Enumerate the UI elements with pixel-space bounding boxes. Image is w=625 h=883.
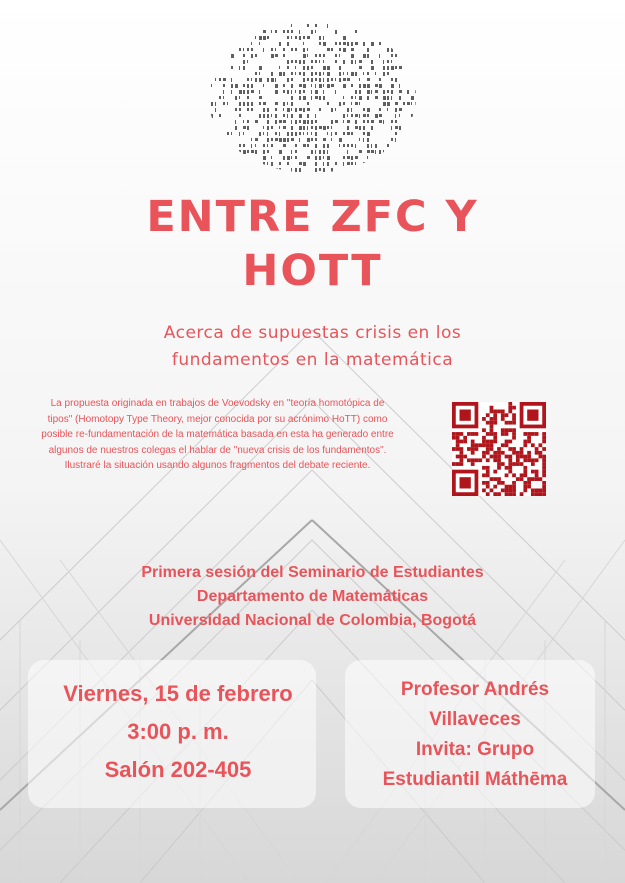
title-line-1: ENTRE ZFC Y xyxy=(146,192,479,242)
poster-subtitle xyxy=(100,320,525,374)
text-sphere-logo xyxy=(205,20,420,175)
session-name: Primera sesión del Seminario de Estudiantes xyxy=(141,564,484,581)
event-room: Salón 202-405 xyxy=(104,757,252,782)
speaker-info xyxy=(345,675,605,795)
speaker-line-2: Villaveces xyxy=(429,709,521,730)
qr-code[interactable] xyxy=(452,402,546,496)
abstract-text: La propuesta originada en trabajos de Voevodsky en "teoría homotópica de tipos" (Homotopy Type Theory, mejor conocida por su acrónimo HoTT) como posible re-fundamentación de la matemática basada en esta ha generado entre algunos de nuestros colegas el hablar de "nueva crisis de los fundamentos". Ilustraré la situación usando algunos fragmentos del debate reciente. xyxy=(41,398,394,471)
event-time: 3:00 p. m. xyxy=(127,719,229,744)
university-name: Universidad Nacional de Colombia, Bogotá xyxy=(148,612,477,629)
subtitle-line-1: Acerca de supuestas crisis en los xyxy=(163,323,462,343)
host-line-2: Estudiantil Máthēma xyxy=(382,769,568,790)
session-info xyxy=(60,561,565,633)
event-date: Viernes, 15 de febrero xyxy=(63,681,293,706)
host-line-1: Invita: Grupo xyxy=(415,739,535,760)
subtitle-line-2: fundamentos en la matemática xyxy=(171,350,454,370)
title-line-2: HOTT xyxy=(242,246,383,296)
event-when xyxy=(28,675,328,789)
speaker-line-1: Profesor Andrés xyxy=(400,679,550,700)
poster-title xyxy=(0,190,625,298)
department-name: Departamento de Matemáticas xyxy=(196,588,429,605)
